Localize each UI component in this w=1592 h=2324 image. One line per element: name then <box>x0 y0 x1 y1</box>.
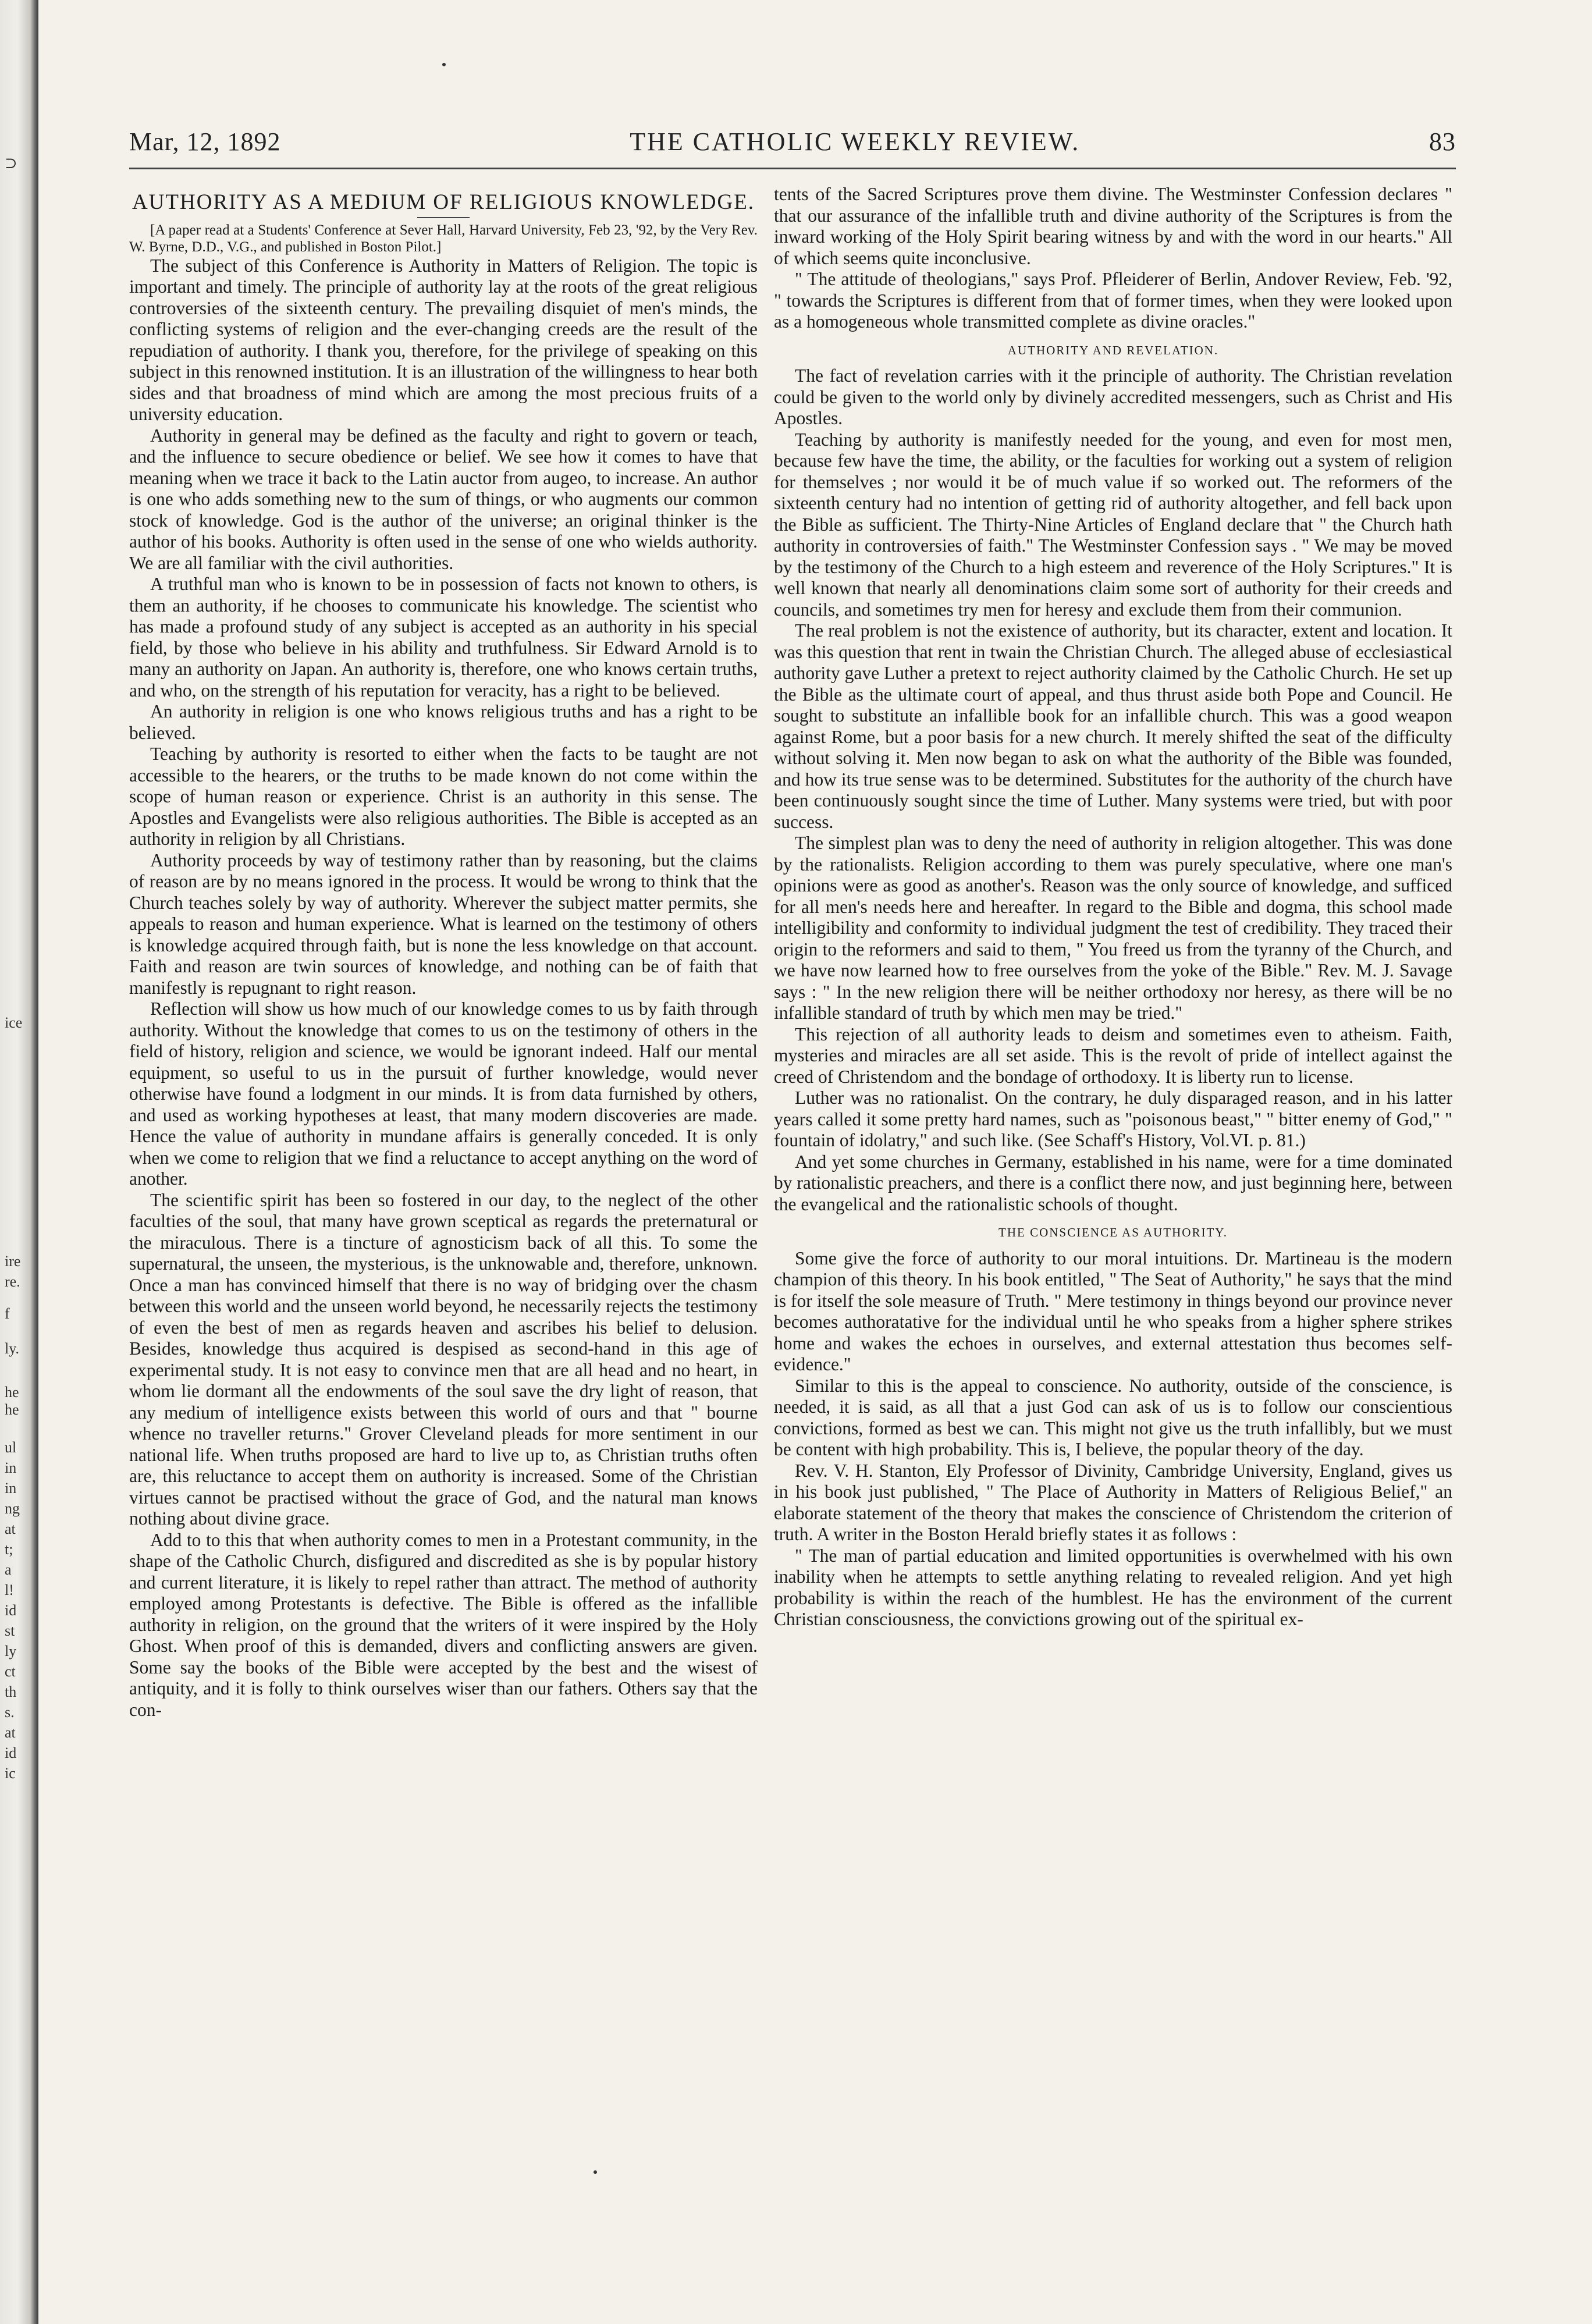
margin-fragment: ct <box>5 1663 16 1680</box>
margin-mark: ⊃ <box>5 155 17 172</box>
article-paragraph: Add to to this that when authority comes to men in a Protestant community, in the shape of the Catholic Church, disfigured and discredited as she is by popular history and current literature, it is likely to repel rather than attract. The method of authority employed among Protestants is defective. The Bible is offered as the infallible authority in religion, on the ground that the writers of it were inspired by the Holy Ghost. When proof of this is demanded, divers and conflicting answers are given. Some say the books of the Bible were accepted by the best and the wisest of antiquity, and it is folly to think ourselves wiser than our fathers. Others say that the con- <box>129 1529 758 1720</box>
margin-fragment: id <box>5 1744 17 1761</box>
margin-fragment: a <box>5 1561 12 1578</box>
right-body-revelation <box>774 365 1452 1215</box>
article-paragraph: tents of the Sacred Scriptures prove them divine. The Westminster Confession declares " that our assurance of the infallible truth and divine authority of the Scriptures is from the inward working of the Holy Spirit bearing witness by and with the word in our hearts." All of which seems quite inconclusive. <box>774 184 1452 268</box>
margin-fragment: f <box>5 1305 10 1322</box>
margin-fragment: id <box>5 1602 17 1619</box>
right-column <box>774 184 1452 2208</box>
margin-fragment: in <box>5 1480 17 1497</box>
article-paragraph: Authority in general may be defined as the faculty and right to govern or teach, and the influence to secure obedience or belief. We see how it comes to have that meaning when we trace it back to the Latin auctor from augeo, to increase. An author is one who adds something new to the sum of things, or who augments our common stock of knowledge. God is the author of the universe; an original thinker is the author of his books. Authority is often used in the sense of one who wields authority. We are all familiar with the civil authorities. <box>129 425 758 573</box>
article-paragraph: An authority in religion is one who knows religious truths and has a right to be believed. <box>129 701 758 743</box>
article-paragraph: Reflection will show us how much of our knowledge comes to us by faith through authority. Without the knowledge that comes to us on the testimony of others in the field of history, religion and science, we would be ignorant indeed. Half our mental equipment, so useful to us in the pursuit of further knowledge, would never otherwise have found a lodgment in our minds. It is from data furnished by others, and used as working hypotheses at least, that many modern discoveries are made. Hence the value of authority in mundane affairs is generally conceded. It is only when we come to religion that we find a reluctance to accept anything on the word of another. <box>129 998 758 1189</box>
title-rule <box>417 217 470 218</box>
article-paragraph: Teaching by authority is manifestly needed for the young, and even for most men, because few have the time, the ability, or the faculties for working out a system of religion for themselves ; nor would it be of much value if so worked out. The reformers of the sixteenth century had no intention of getting rid of authority altogether, and fell back upon the Bible as sufficient. The Thirty-Nine Articles of England declare that " the Church hath authority in controversies of faith." The Westminster Confession says . " We may be moved by the testimony of the Church to a high esteem and reverence of the Holy Scriptures." It is well known that nearly all denominations claim some sort of authority for their creeds and councils, and sometimes try men for heresy and exclude them from their communion. <box>774 429 1452 620</box>
margin-fragment: ice <box>5 1014 23 1031</box>
margin-fragment: ul <box>5 1439 17 1456</box>
margin-fragment: ng <box>5 1500 20 1517</box>
article-paragraph: The real problem is not the existence of authority, but its character, extent and location. It was this question that rent in twain the Christian Church. The alleged abuse of ecclesiastical authority gave Luther a pretext to reject authority claimed by the Catholic Church. He set up the Bible as the ultimate court of appeal, and thus thrust aside both Pope and Council. He sought to substitute an infallible book for an infallible church. This was a good weapon against Rome, but a poor basis for a new church. It merely shifted the seat of the difficulty without solving it. Men now began to ask on what the authority of the Bible was founded, and how its true sense was to be determined. Substitutes for the authority of the church have been continuously sought since the time of Luther. Many systems were tried, but with poor success. <box>774 620 1452 832</box>
margin-fragment: at <box>5 1724 16 1741</box>
page-header <box>129 127 1456 159</box>
page-binding-edge <box>0 0 38 2324</box>
margin-fragment: t; <box>5 1541 13 1558</box>
article-paragraph: The subject of this Conference is Authority in Matters of Religion. The topic is important and timely. The principle of authority lay at the roots of the great religious controversies of the sixteenth century. The prevailing disquiet of men's minds, the conflicting systems of religion and the ever-changing creeds are the result of the repudiation of authority. I thank you, therefore, for the privilege of speaking on this subject in this renowned institution. It is an illustration of the willingness to hear both sides and that broadness of mind which are among the most precious fruits of a university education. <box>129 255 758 424</box>
article-paragraph: Similar to this is the appeal to conscience. No authority, outside of the conscience, is needed, it is said, as all that a just God can ask of us is to follow our conscientious convictions, formed as best we can. This might not give us the truth infallibly, but we must be content with high probability. This is, I believe, the popular theory of the day. <box>774 1375 1452 1459</box>
header-rule <box>129 168 1456 169</box>
margin-fragment: s. <box>5 1704 15 1721</box>
margin-fragment: l! <box>5 1582 14 1598</box>
article-paragraph: Rev. V. H. Stanton, Ely Professor of Divinity, Cambridge University, England, gives us in his book just published, " The Place of Authority in Matters of Religious Belief," an elaborate statement of the theory that makes the conscience of Christendom the criterion of truth. A writer in the Boston Herald briefly states it as follows : <box>774 1460 1452 1544</box>
article-paragraph: Teaching by authority is resorted to either when the facts to be taught are not accessible to the hearers, or the truths to be made known do not come within the scope of human reason or experience. Christ is an authority in this sense. The Apostles and Evangelists were also religious authorities. The Bible is accepted as an authority in religion by all Christians. <box>129 744 758 849</box>
article-paragraph: And yet some churches in Germany, established in his name, were for a time dominated by rationalistic preachers, and there is a conflict there now, and just beginning here, between the evangelical and the rationalistic schools of thought. <box>774 1151 1452 1214</box>
margin-fragment: he <box>5 1401 19 1418</box>
article-paragraph: Luther was no rationalist. On the contrary, he duly disparaged reason, and in his latter years called it some pretty hard names, such as "poisonous beast," " bitter enemy of God," " fountain of idolatry," and such like. (See Schaff's History, Vol.VI. p. 81.) <box>774 1088 1452 1150</box>
article-paragraph: The scientific spirit has been so fostered in our day, to the neglect of the other faculties of the soul, that many have grown sceptical as regards the preternatural or the miraculous. There is a tincture of agnosticism back of all this. To some the supernatural, the unseen, the mysterious, is the unknowable and, therefore, unknown. Once a man has convinced himself that there is no way of bridging over the chasm between this world and the unseen world beyond, he necessarily rejects the testimony of even the best of men as regards heaven and ascribes his belief to delusion. Besides, knowledge thus acquired is despised as second-hand in this age of experimental study. It is not easy to convince men that are all head and no heart, in whom lie dormant all the endowments of the soul save the dry light of reason, that any medium of intelligence exists between this world of ours and that " bourne whence no traveller returns." Grover Cleveland pleads for more sentiment in our national life. When truths proposed are hard to live up to, as Christian truths often are, this reluctance to accept them on authority is increased. Some of the Christian virtues cannot be practised without the grace of God, and the natural man knows nothing about divine grace. <box>129 1189 758 1529</box>
article-paragraph: " The attitude of theologians," says Prof. Pfleiderer of Berlin, Andover Review, Feb. '92, " towards the Scriptures is different from that of former times, when they were looked upon as a homogeneous whole transmitted complete as divine oracles." <box>774 269 1452 332</box>
publication-title: THE CATHOLIC WEEKLY REVIEW. <box>630 127 1081 156</box>
margin-fragment: he <box>5 1384 19 1401</box>
article-paragraph: The fact of revelation carries with it the principle of authority. The Christian revelation could be given to the world only by divinely accredited messengers, such as Christ and His Apostles. <box>774 365 1452 428</box>
page-number: 83 <box>1429 127 1456 156</box>
margin-fragment: re. <box>5 1273 20 1290</box>
article-paragraph: This rejection of all authority leads to deism and sometimes even to atheism. Faith, mysteries and miracles are all set aside. This is the revolt of pride of intellect against the creed of Christendom and the bondage of orthodoxy. It is liberty run to license. <box>774 1024 1452 1087</box>
section-heading-conscience: THE CONSCIENCE AS AUTHORITY. <box>998 1225 1228 1239</box>
article-source-note: [A paper read at a Students' Conference at Sever Hall, Harvard University, Feb 23, '92, by the Very Rev. W. Byrne, D.D., V.G., and published in Boston Pilot.] <box>129 222 758 255</box>
left-body <box>129 255 758 1721</box>
article-paragraph: Authority proceeds by way of testimony rather than by reasoning, but the claims of reason are by no means ignored in the process. It would be wrong to think that the Church teaches solely by way of authority. Wherever the subject matter permits, she appeals to reason and human experience. What is learned on the testimony of others is knowledge acquired through faith, but is none the less knowledge on that account. Faith and reason are twin sources of knowledge, and nothing can be of faith that manifestly is repugnant to right reason. <box>129 850 758 998</box>
right-body-intro <box>774 184 1452 333</box>
article-title: AUTHORITY AS A MEDIUM OF RELIGIOUS KNOWLEDGE. <box>132 190 755 214</box>
margin-fragment: ire <box>5 1253 21 1270</box>
print-speck <box>442 63 446 66</box>
article-paragraph: A truthful man who is known to be in possession of facts not known to others, is them an authority, if he chooses to communicate his knowledge. The scientist who has made a profound study of any subject is accepted as an authority in his special field, by those who believe in his ability and truthfulness. Sir Edward Arnold is to many an authority on Japan. An authority is, therefore, one who knows certain truths, and who, on the strength of his reputation for veracity, has a right to be believed. <box>129 574 758 701</box>
margin-fragment: th <box>5 1683 17 1700</box>
margin-fragment: ly. <box>5 1340 20 1357</box>
article-paragraph: Some give the force of authority to our moral intuitions. Dr. Martineau is the modern champion of this theory. In his book entitled, " The Seat of Authority," he says that the mind is for itself the sole measure of Truth. " Mere testimony in things beyond our province never becomes authoratative for the individual until he who speaks from a higher sphere strikes home and wakes the echoes in ourselves, and external attestation thus becomes self-evidence." <box>774 1248 1452 1374</box>
margin-fragment: ic <box>5 1765 16 1782</box>
margin-fragment: in <box>5 1459 17 1476</box>
margin-fragment: ly <box>5 1643 17 1660</box>
section-heading-authority-revelation: AUTHORITY AND REVELATION. <box>1007 343 1219 357</box>
margin-fragment: st <box>5 1622 15 1639</box>
margin-fragment: at <box>5 1520 16 1537</box>
article-paragraph: The simplest plan was to deny the need of authority in religion altogether. This was done by the rationalists. Religion according to them was purely speculative, where one man's opinions were as good as another's. Reason was the only source of knowledge, and sufficed for all men's needs here and hereafter. In regard to the Bible and dogma, this school made intelligibility and conformity to individual judgment the test of credibility. They traced their origin to the reformers and said to them, " You freed us from the tyranny of the Church, and we have now learned how to free ourselves from the yoke of the Bible." Rev. M. J. Savage says : " In the new religion there will be neither orthodoxy nor heresy, as there will be no infallible standard of truth by which men may be tried." <box>774 833 1452 1023</box>
left-column <box>129 184 758 2208</box>
issue-date: Mar, 12, 1892 <box>129 127 281 156</box>
right-body-conscience <box>774 1248 1452 1630</box>
article-paragraph: " The man of partial education and limited opportunities is overwhelmed with his own inability when he attempts to settle anything relating to revealed religion. And yet high probability is within the reach of the humblest. He has the environment of the current Christian consciousness, the convictions growing out of the spiritual ex- <box>774 1545 1452 1629</box>
